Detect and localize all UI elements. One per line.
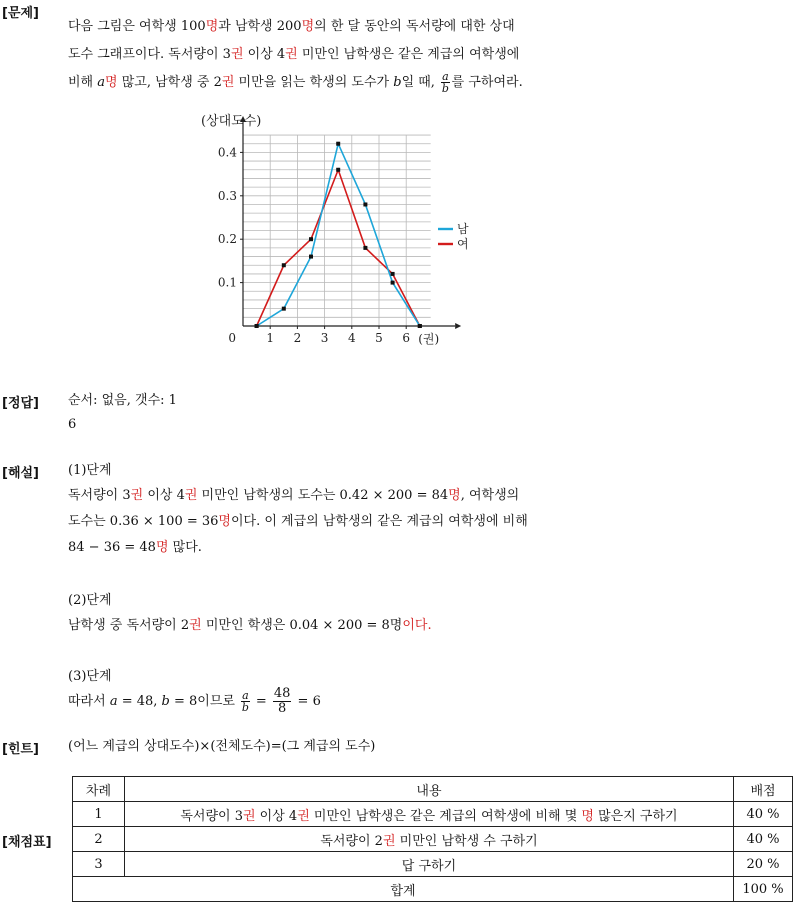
y-tick-label: 0.3 (217, 188, 237, 203)
fraction-a-over-b: $\frac{a}{b}$ (441, 70, 449, 95)
rubric-no: 2 (73, 827, 125, 852)
rubric-score: 20 % (734, 852, 793, 877)
x-tick-label: 1 (266, 331, 275, 345)
x-tick-label: 5 (375, 331, 383, 345)
step1-line-2: 도수는 0.36 × 100 = 36명이다. 이 계급의 남학생의 같은 계급의 여학생에 비해 (68, 514, 528, 529)
hint-text: (어느 계급의 상대도수)×(전체도수)=(그 계급의 도수) (68, 739, 376, 754)
problem-line-1: 다음 그림은 여학생 100명과 남학생 200명의 한 달 동안의 독서량에 대한 상대 (68, 19, 515, 34)
data-point-female (309, 237, 313, 241)
data-point-male (309, 255, 313, 259)
x-tick-label: 4 (347, 331, 356, 345)
y-tick-label: 0.1 (217, 275, 237, 290)
legend-label: 여 (457, 237, 469, 251)
rubric-header-no: 차례 (73, 777, 125, 802)
data-point-male (391, 281, 395, 285)
rubric-content: 독서량이 3권 이상 4권 미만인 남학생은 같은 계급의 여학생에 비해 몇 명 많은지 구하기 (124, 802, 733, 827)
y-tick-label: 0.2 (217, 232, 237, 247)
data-point-female (336, 168, 340, 172)
data-point-female (391, 272, 395, 276)
step2-line-1: 남학생 중 독서량이 2권 미만인 학생은 0.04 × 200 = 8명이다. (68, 618, 432, 633)
step3-title: (3)단계 (68, 669, 112, 684)
problem-label: [문제] (2, 6, 39, 21)
problem-line-3: 비해 a명 많고, 남학생 중 2권 미만을 읽는 학생의 도수가 b일 때, $\frac{a}{b}$ 를 구하여라. (68, 70, 523, 95)
rubric-header-content: 내용 (124, 777, 733, 802)
y-tick-label: 0.4 (217, 145, 237, 160)
origin-label: 0 (228, 331, 236, 345)
rubric-no: 3 (73, 852, 125, 877)
rubric-content: 독서량이 2권 미만인 남학생 수 구하기 (124, 827, 733, 852)
x-tick-label: 6 (402, 331, 411, 345)
step1-title: (1)단계 (68, 463, 112, 478)
x-axis-label: (권) (418, 332, 440, 346)
rubric-label: [채점표] (2, 835, 52, 850)
x-axis-arrow (455, 323, 461, 329)
table-row (73, 827, 793, 852)
chart-legend (438, 221, 469, 251)
problem-line-2: 도수 그래프이다. 독서량이 3권 이상 4권 미만인 남학생은 같은 계급의 여학생에 (68, 47, 520, 62)
data-point-male (363, 202, 367, 206)
fraction-48-over-8: $\frac{48}{8}$ (273, 686, 291, 716)
rubric-total-score: 100 % (734, 877, 793, 902)
rubric-total-row (73, 877, 793, 902)
table-row (73, 852, 793, 877)
chart-axes (240, 116, 461, 329)
answer-line-2: 6 (68, 417, 77, 432)
table-row (73, 802, 793, 827)
data-point-female (418, 324, 422, 328)
data-point-male (282, 307, 286, 311)
step3-line-1: 따라서 a = 48, b = 8이므로 $\frac{a}{b}$ = $\frac{48}{8}$ = 6 (68, 686, 321, 716)
rubric-table (72, 776, 793, 902)
rubric-header-score: 배점 (734, 777, 793, 802)
rubric-header-row (73, 777, 793, 802)
data-point-female (255, 324, 259, 328)
relative-frequency-chart (190, 108, 490, 353)
fraction-a-over-b-2: $\frac{a}{b}$ (241, 689, 249, 714)
y-axis-label: (상대도수) (201, 114, 262, 129)
rubric-score: 40 % (734, 802, 793, 827)
rubric-content: 답 구하기 (124, 852, 733, 877)
data-point-male (336, 142, 340, 146)
rubric-score: 40 % (734, 827, 793, 852)
data-point-female (282, 263, 286, 267)
x-tick-label: 3 (320, 331, 329, 345)
x-tick-label: 2 (293, 331, 302, 345)
rubric-no: 1 (73, 802, 125, 827)
legend-label: 남 (457, 222, 469, 236)
chart-labels (201, 113, 439, 346)
explanation-label: [해설] (2, 466, 39, 481)
step1-line-1: 독서량이 3권 이상 4권 미만인 남학생의 도수는 0.42 × 200 = 84명, 여학생의 (68, 488, 520, 503)
answer-label: [정답] (2, 396, 39, 411)
hint-label: [힌트] (2, 742, 39, 757)
step2-title: (2)단계 (68, 593, 112, 608)
answer-line-1: 순서: 없음, 갯수: 1 (68, 393, 177, 408)
step1-line-3: 84 − 36 = 48명 많다. (68, 540, 202, 555)
rubric-total-label: 합계 (73, 877, 734, 902)
data-point-female (363, 246, 367, 250)
